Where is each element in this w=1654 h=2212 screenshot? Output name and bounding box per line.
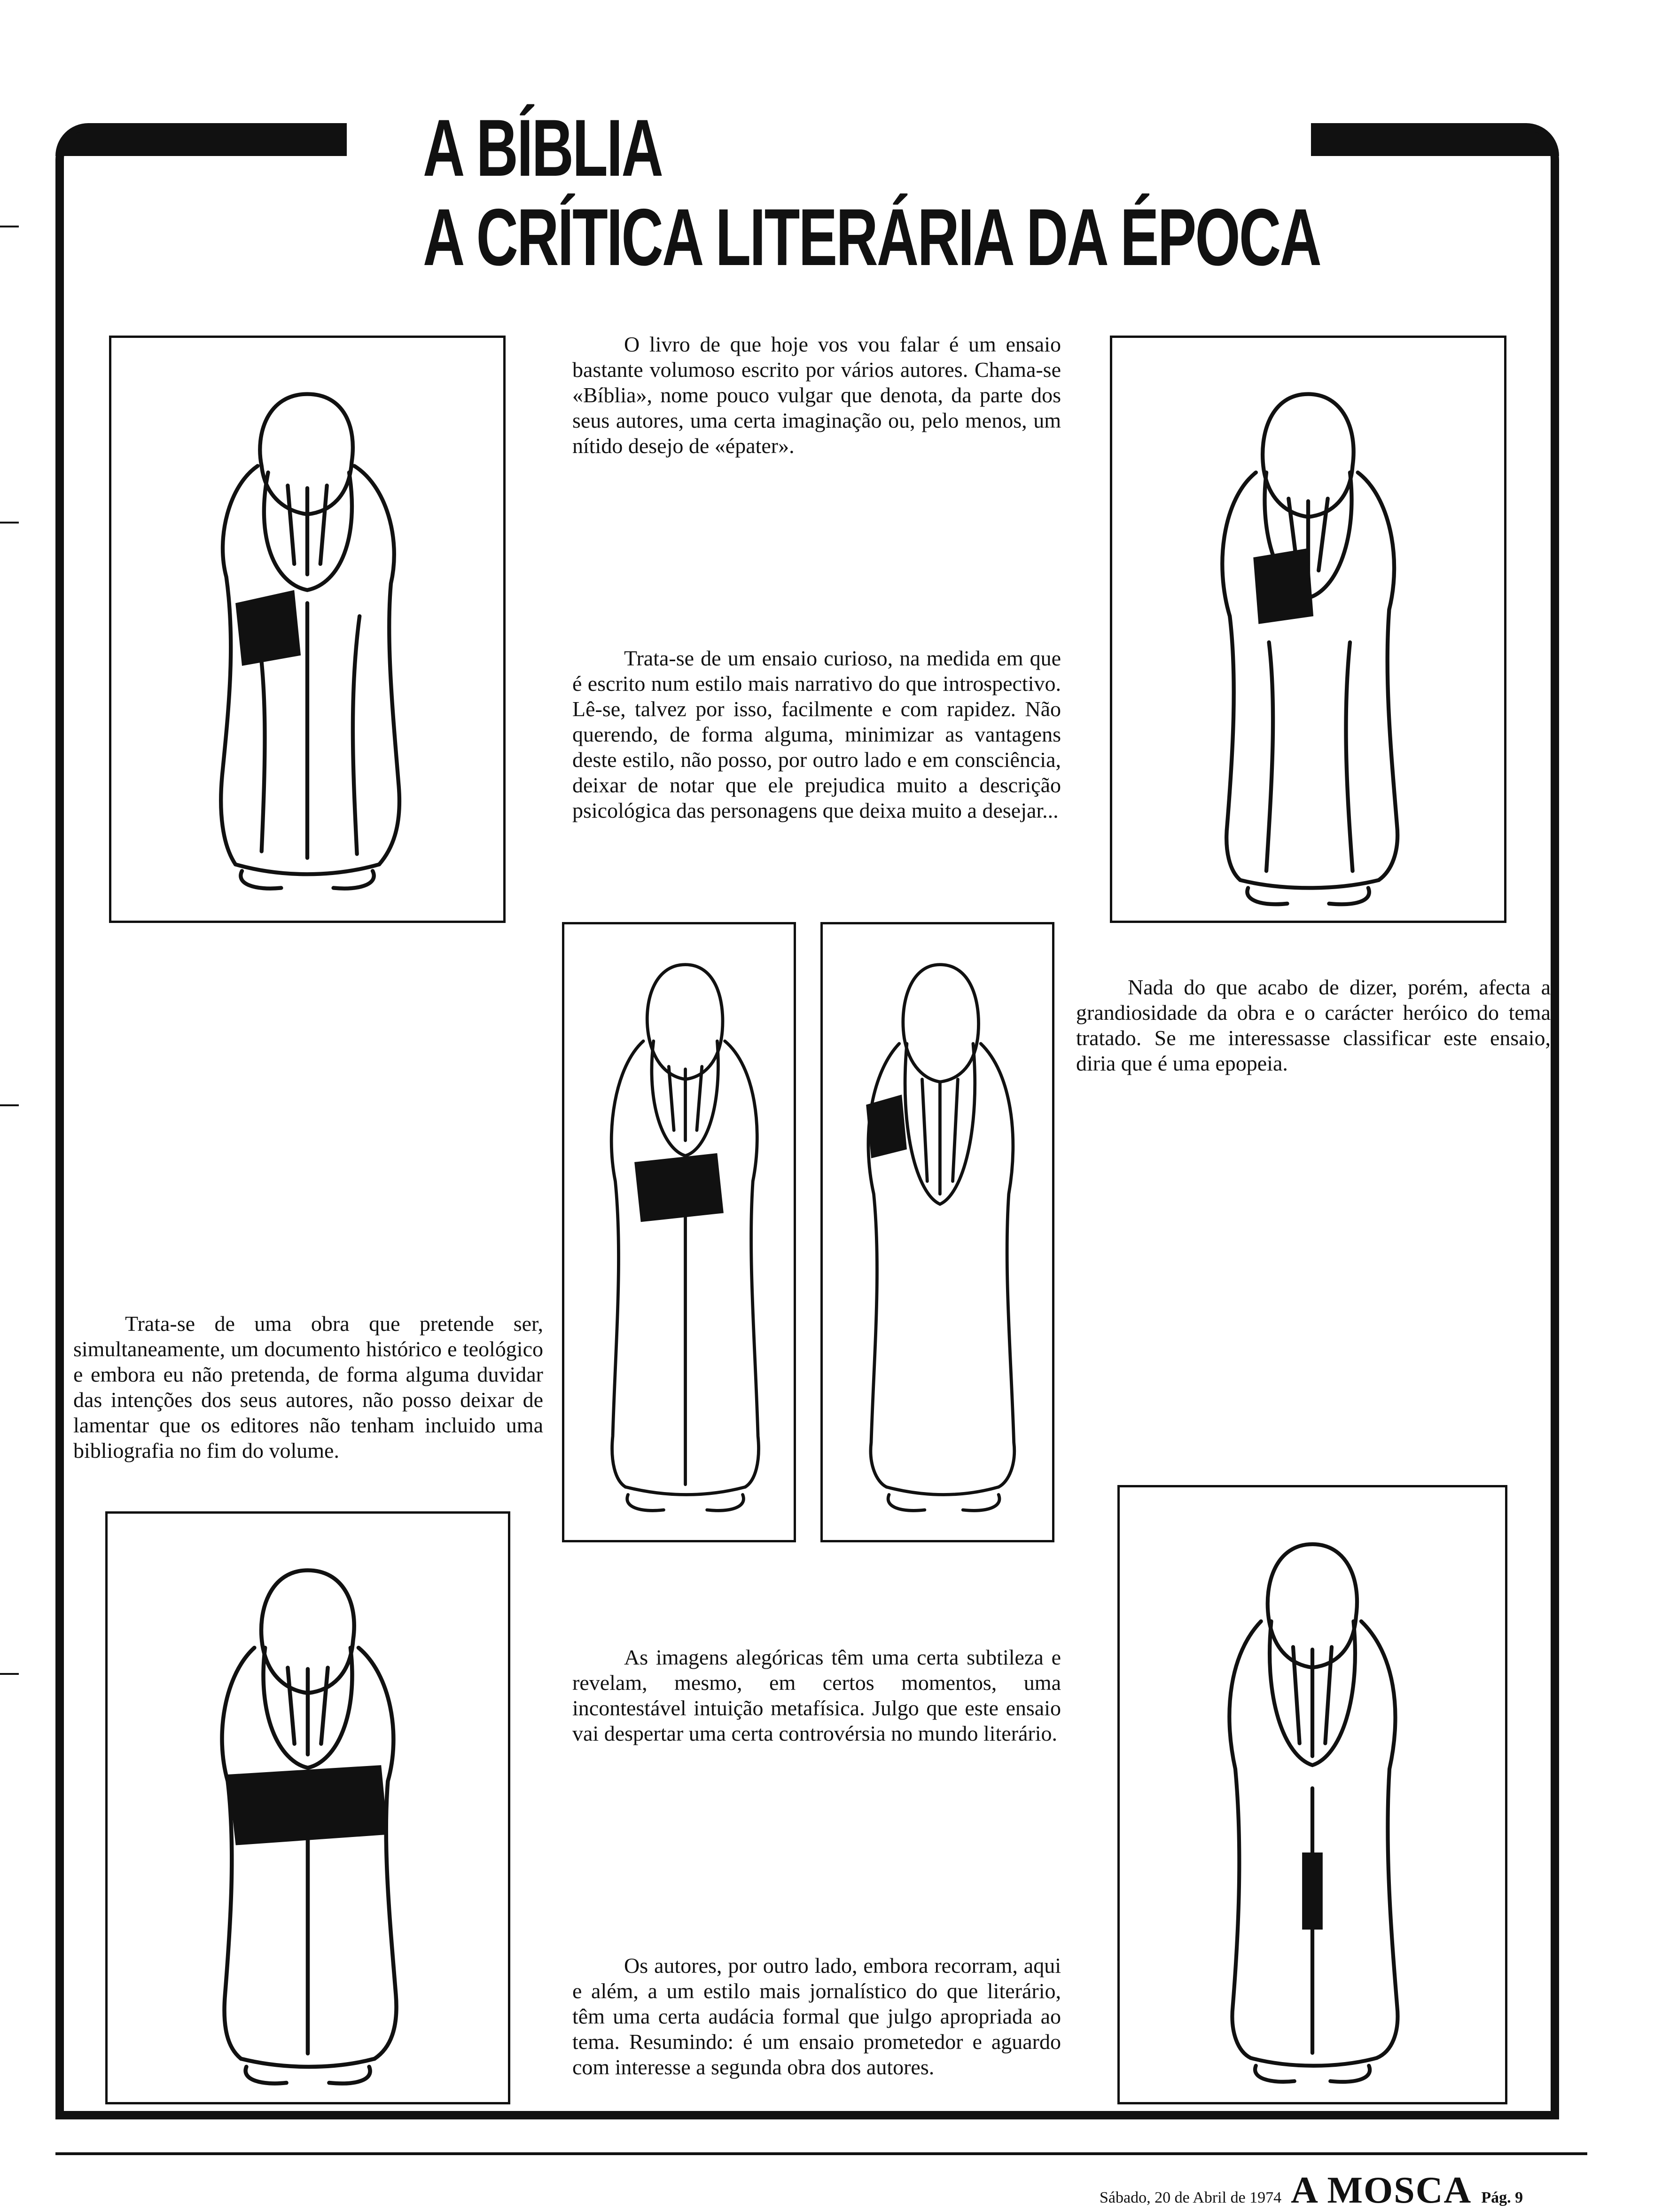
title-line-2: A CRÍTICA LITERÁRIA DA ÉPOCA: [423, 192, 1320, 282]
illustration-prophet-2: [1110, 336, 1506, 923]
title-line-1: A BÍBLIA: [423, 103, 662, 193]
article-paragraph-2: Trata-se de um ensaio curioso, na medida em que é escrito num estilo mais narrativo do que introspectivo. Lê-se, talvez por isso, facilmente e com rapidez. Não querendo, de forma alguma, minimizar as vantagens deste estilo, não posso, por outro lado e em consciência, deixar de notar que ele prejudica muito a descrição psicológica das personagens que deixa muito a desejar...: [572, 646, 1061, 822]
illustration-prophet-5: [105, 1511, 510, 2104]
article-paragraph-6: Os autores, por outro lado, embora recorram, aqui e além, a um estilo mais jornalístico do que literário, têm uma certa audácia formal que julgo apropriada ao tema. Resumindo: é um ensaio prometedor e aguardo com interesse a segunda obra dos autores.: [572, 1954, 1061, 2079]
prophet-figure-icon: [1120, 1487, 1505, 2102]
margin-tick: [0, 1673, 19, 1675]
prophet-figure-icon: [111, 338, 503, 921]
footer-masthead: A MOSCA: [1291, 2170, 1472, 2211]
footer-page-number: Pág. 9: [1481, 2189, 1523, 2206]
prophet-figure-icon: [1112, 338, 1504, 921]
article-paragraph-4: Trata-se de uma obra que pretende ser, simultaneamente, um documento histórico e teológico e embora eu não pretenda, de forma alguma duvidar das intenções dos seus autores, não posso deixar de lamentar que os editores não tenham incluido uma bibliografia no fim do volume.: [73, 1312, 543, 1462]
prophet-figure-icon: [823, 924, 1052, 1540]
illustration-prophet-1: [109, 336, 506, 923]
illustration-prophet-6: [1117, 1485, 1507, 2104]
margin-tick: [0, 522, 19, 524]
prophet-figure-icon: [564, 924, 794, 1540]
article-paragraph-3: Nada do que acabo de dizer, porém, afecta a grandiosidade da obra e o carácter heróico do tema tratado. Se me interessasse classificar este ensaio, diria que é uma epopeia.: [1076, 975, 1551, 1075]
footer-rule: [55, 2152, 1587, 2155]
article-paragraph-5: As imagens alegóricas têm uma certa subtileza e revelam, mesmo, em certos momentos, uma incontestável intuição metafísica. Julgo que este ensaio vai despertar uma certa controvérsia no mundo literário.: [572, 1645, 1061, 1745]
page-footer: [1100, 2169, 1569, 2211]
page-title: [423, 103, 1320, 282]
article-paragraph-1: O livro de que hoje vos vou falar é um ensaio bastante volumoso escrito por vários autores. Chama-se «Bíblia», nome pouco vulgar que denota, da parte dos seus autores, uma certa imaginação ou, pelo menos, um nítido desejo de «épater».: [572, 332, 1061, 458]
illustration-prophet-4: [820, 922, 1054, 1542]
footer-date: Sábado, 20 de Abril de 1974: [1100, 2189, 1282, 2206]
illustration-prophet-3: [562, 922, 796, 1542]
margin-tick: [0, 1104, 19, 1106]
margin-tick: [0, 226, 19, 227]
prophet-figure-icon: [108, 1514, 508, 2102]
